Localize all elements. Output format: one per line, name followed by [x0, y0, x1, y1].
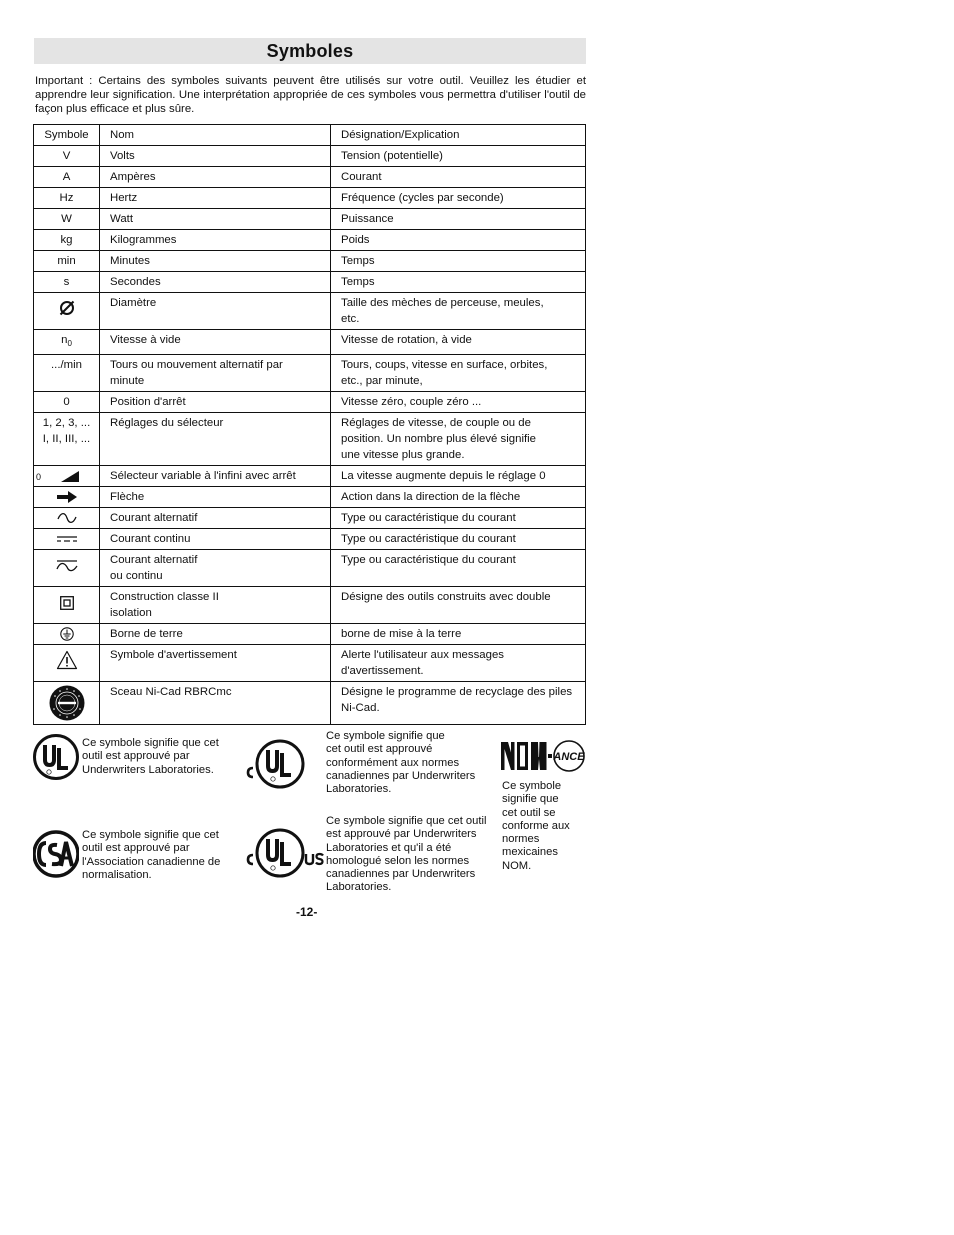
name-cell: Diamètre: [100, 293, 331, 330]
desc-cell: Action dans la direction de la flèche: [331, 487, 586, 508]
desc-cell: Désigne le programme de recyclage des piles Ni-Cad.: [331, 682, 586, 725]
table-row: [34, 587, 586, 624]
warning-triangle-icon: [56, 650, 78, 670]
csa-logo-icon: [33, 830, 79, 878]
name-cell: Vitesse à vide: [100, 330, 331, 355]
culus-logo-icon: [242, 826, 324, 880]
name-cell: Courant continu: [100, 529, 331, 550]
symbol-cell: .../min: [34, 355, 100, 392]
name-cell: Flèche: [100, 487, 331, 508]
name-cell: Position d'arrêt: [100, 392, 331, 413]
table-row: [34, 508, 586, 529]
symbol-cell: min: [34, 251, 100, 272]
name-cell: Kilogrammes: [100, 230, 331, 251]
symbol-cell: [34, 682, 100, 725]
symbol-cell: s: [34, 272, 100, 293]
symbols-table: [33, 124, 586, 725]
culus-caption: Ce symbole signifie que cet outil est approuvé par Underwriters Laboratories et qu'il a été homologué selon les normes canadiennes par Underwriters Laboratories.: [326, 815, 487, 894]
desc-cell: Fréquence (cycles par seconde): [331, 188, 586, 209]
desc-cell: borne de mise à la terre: [331, 624, 586, 645]
desc-cell: Temps: [331, 272, 586, 293]
variable-speed-zero: 0: [36, 472, 42, 482]
name-cell: Construction classe II isolation: [100, 587, 331, 624]
header-name: Nom: [100, 125, 331, 146]
table-header-row: [34, 125, 586, 146]
name-cell: Courant alternatif ou continu: [100, 550, 331, 587]
name-cell: Volts: [100, 146, 331, 167]
name-cell: Borne de terre: [100, 624, 331, 645]
name-cell: Réglages du sélecteur: [100, 413, 331, 466]
symbol-cell: kg: [34, 230, 100, 251]
table-row: [34, 466, 586, 487]
symbol-cell: [34, 529, 100, 550]
table-row: [34, 251, 586, 272]
symbol-cell: Hz: [34, 188, 100, 209]
name-cell: Secondes: [100, 272, 331, 293]
ul-logo-icon: [33, 734, 79, 780]
desc-cell: Poids: [331, 230, 586, 251]
desc-cell: Type ou caractéristique du courant: [331, 550, 586, 587]
arrow-right-icon: [57, 491, 77, 503]
symbol-cell: 0: [34, 392, 100, 413]
symbol-arabic: 1, 2, 3, ...: [42, 417, 91, 429]
desc-cell: Désigne des outils construits avec double: [331, 587, 586, 624]
table-row: [34, 167, 586, 188]
rbrc-seal-icon: [49, 685, 85, 721]
page-number: -12-: [296, 905, 318, 919]
symbol-cell: [34, 645, 100, 682]
desc-cell: Alerte l'utilisateur aux messages d'avertissement.: [331, 645, 586, 682]
table-row: [34, 392, 586, 413]
symbol-cell: [34, 293, 100, 330]
desc-cell: Courant: [331, 167, 586, 188]
table-row: [34, 355, 586, 392]
cul-caption: Ce symbole signifie que cet outil est approuvé conformément aux normes canadiennes par Underwriters Laboratories.: [326, 730, 476, 796]
table-row: [34, 682, 586, 725]
desc-cell: Tension (potentielle): [331, 146, 586, 167]
symbol-cell: [34, 624, 100, 645]
name-cell: Ampères: [100, 167, 331, 188]
page-content: [34, 38, 586, 714]
name-cell: Sélecteur variable à l'infini avec arrêt: [100, 466, 331, 487]
symbol-cell: A: [34, 167, 100, 188]
header-symbol: Symbole: [34, 125, 100, 146]
symbol-cell: V: [34, 146, 100, 167]
desc-cell: Type ou caractéristique du courant: [331, 508, 586, 529]
table-row: [34, 645, 586, 682]
variable-speed-group: [36, 470, 97, 482]
earth-ground-icon: [60, 627, 74, 641]
ul-caption: Ce symbole signifie que cet outil est approuvé par Underwriters Laboratories.: [82, 737, 219, 776]
desc-cell: Temps: [331, 251, 586, 272]
variable-speed-icon: [61, 471, 79, 482]
name-cell: Tours ou mouvement alternatif par minute: [100, 355, 331, 392]
desc-cell: La vitesse augmente depuis le réglage 0: [331, 466, 586, 487]
symbol-roman: I, II, III, ...: [42, 433, 91, 445]
symbol-n: n: [61, 334, 68, 346]
desc-cell: Puissance: [331, 209, 586, 230]
desc-cell: Tours, coups, vitesse en surface, orbites, etc., par minute,: [331, 355, 586, 392]
cul-logo-icon: [242, 738, 306, 790]
desc-cell: Type ou caractéristique du courant: [331, 529, 586, 550]
symbol-cell: [34, 330, 100, 355]
symbol-subscript: 0: [67, 339, 72, 348]
table-row: [34, 230, 586, 251]
class-ii-icon: [60, 596, 74, 610]
nom-caption: Ce symbole signifie que cet outil se conforme aux normes mexicaines NOM.: [502, 780, 570, 872]
ac-dc-icon: [56, 559, 78, 573]
symbol-cell: [34, 508, 100, 529]
table-row: [34, 188, 586, 209]
name-cell: Symbole d'avertissement: [100, 645, 331, 682]
table-row: [34, 550, 586, 587]
table-row: [34, 624, 586, 645]
header-description: Désignation/Explication: [331, 125, 586, 146]
name-cell: Courant alternatif: [100, 508, 331, 529]
desc-cell: Taille des mèches de perceuse, meules, etc.: [331, 293, 586, 330]
name-cell: Watt: [100, 209, 331, 230]
symbol-cell: [34, 587, 100, 624]
desc-cell: Vitesse zéro, couple zéro ...: [331, 392, 586, 413]
intro-paragraph: Important : Certains des symboles suivants peuvent être utilisés sur votre outil. Veuillez les étudier et apprendre leur signification. Une interprétation appropriée de ces symboles vous permettra d'utiliser l'outil de façon plus efficace et plus sûre.: [35, 75, 586, 115]
table-row: [34, 146, 586, 167]
name-cell: Sceau Ni-Cad RBRCmc: [100, 682, 331, 725]
nom-ance-logo-icon: [501, 739, 587, 775]
diameter-icon: [58, 299, 76, 317]
table-row: [34, 487, 586, 508]
symbol-cell: W: [34, 209, 100, 230]
symbol-cell: [34, 413, 100, 466]
alternating-current-icon: [57, 512, 77, 524]
name-cell: Minutes: [100, 251, 331, 272]
table-row: [34, 330, 586, 355]
desc-cell: Réglages de vitesse, de couple ou de position. Un nombre plus élevé signifie une vitesse plus grande.: [331, 413, 586, 466]
table-row: [34, 529, 586, 550]
page-title: Symboles: [266, 40, 354, 61]
symbol-cell: [34, 466, 100, 487]
table-row: [34, 293, 586, 330]
table-row: [34, 209, 586, 230]
symbol-cell: [34, 550, 100, 587]
name-cell: Hertz: [100, 188, 331, 209]
symbol-cell: [34, 487, 100, 508]
direct-current-icon: [56, 534, 78, 544]
table-row: [34, 413, 586, 466]
svg-text:ANCE: ANCE: [553, 751, 585, 763]
desc-cell: Vitesse de rotation, à vide: [331, 330, 586, 355]
csa-caption: Ce symbole signifie que cet outil est approuvé par l'Association canadienne de normalisation.: [82, 829, 221, 881]
table-row: [34, 272, 586, 293]
title-bar: [34, 38, 586, 64]
